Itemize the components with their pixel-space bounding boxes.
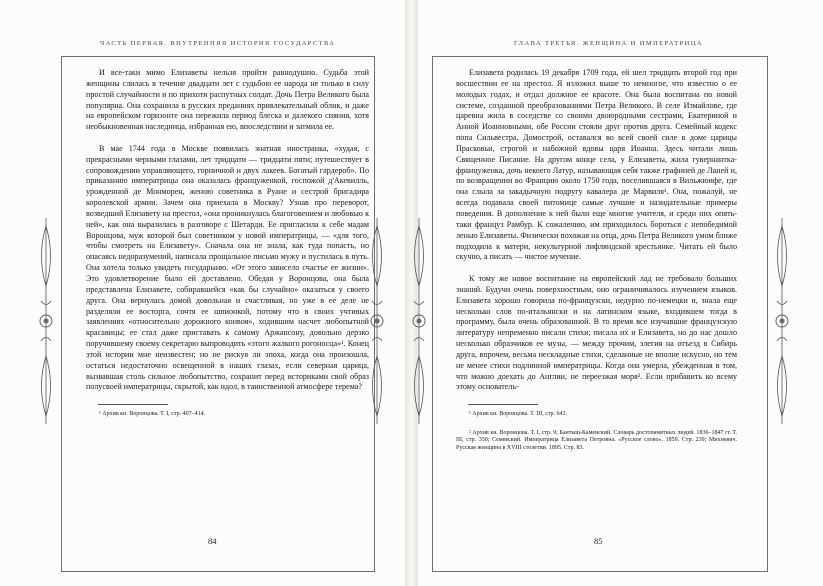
ornament-right	[368, 216, 386, 426]
paragraph: Елизавета родилась 19 декабря 1709 года, ей шел тридцать второй год при восшествии ее на престол. Я изложил выше то немногое, что известно о ее молодых годах, и отдал должное ее красоте. Она была воспитана по новой системе, созданной преобразованиями Петра Великого. В селе Измайлове, где царевна жила в соседстве со своими двоюродными сестрами, Екатериной и Анной Иоанновными, обе России стояли друг против друга. Семейный кодекс попа Сильвестра, Домострой, оставался во всей своей силе в доме царицы Прасковьи, строгой и набожной вдовы царя Иоанна. Здесь читали лишь Священное Писание. На другом конце села, у Елизаветы, жила гувернантка-француженка, дочь некоего Латур, называющая себя также графиней де Ланей и, по возвращении во Францию около 1750 года, поселившаяся в Вильжюифе, где она слыла за закадычную подругу кавалера де Марвиля¹. Она, пожалуй, не всегда подавала своей питомице самые лучшие и назидательные примеры поведения. В дополнение к ней были еще многие учителя, и среди них опять-таки француз Рамбур. К сожалению, им приходилось бороться с непобедимой ленью Елизаветы. Физически похожая на отца, дочь Петра Великого умом ближе подходила к матери, некультурной лифляндской крестьянке. Читать ей было скучно, а писать — чистое мучение.	[456, 68, 737, 262]
footnote: ¹ Архив кн. Воронцова. Т. III, стр. 643.	[469, 411, 568, 418]
running-head: ГЛАВА ТРЕТЬЯ. ЖЕНЩИНА И ИМПЕРАТРИЦА	[514, 40, 703, 47]
footnote-rule	[98, 404, 168, 405]
ornament-icon	[368, 216, 386, 426]
paragraph: В мае 1744 года в Москве появилась знатная иностранка, «худая, с прекрасными черными глазами, лет тридцати — тридцати пяти; путешествует в сопровождении управляющего, горничной и двух лакеев. Богатый гардероб». По приказанию императрицы она оказалась француженкой, госпожой д'Акевилль, урожденной де Монморен, женою советника в Руане и сестрой бригадира королевской армии. Зачем она приехала в Москву? Узнав про переворот, возведший Елизавету на престол, «она проникнулась благоговением и любовью к ней», как она выразилась в разговоре с Шетарди. Ее пригласила к себе мадам Воронцова, муж которой был советником у новой императрицы, — «для того, чтобы смотреть на Елизавету». Сначала она не знала, как туда попасть, но опасаясь недоразумений, написала прощальное письмо мужу и пустилась в путь. Она хотела только увидеть государыню. «От этого зависело счастье ее жизни». Это удовлетворение было ей доставлено. Обедая у Воронцова, она была представлена Елизавете, собиравшейся «как бы случайно» оказаться у своего друга. Она вернулась домой довольная и счастливая, но уже в ее деле не разделяли ее восторга, сочтя ее шпионкой, потому что в своих учтивых заявлениях «относительно дорожного конвоя», ходившим насчет любопытной красавицы; ее стал даже приставать к самому Аржансону, довольно дерзко поручившему своему секретарю выпроводить «этого жалкого рогоносца»¹. Конец этой истории мне неизвестен; но не рискуя ли эпоха, когда она произошла, остаться недостаточно освещенной в наших глазах, если северная царица, вызвавшая столь сильное любопытство, сохранит перед историками свой образ полусвоей императрицы, скрытой, как идол, в таинственной атмосфере терема?	[86, 143, 369, 392]
body-text	[456, 68, 737, 452]
page-number: 85	[594, 536, 603, 546]
page-number: 84	[208, 536, 217, 546]
ornament-icon	[773, 216, 791, 426]
right-page	[418, 0, 823, 586]
ornament-left	[410, 216, 428, 426]
ornament-left	[37, 216, 55, 426]
paragraph: И все-таки мимо Елизаветы нельзя пройти равнодушно. Судьба этой женщины слилась в течение двадцати лет с судьбою ее народа не только в силу простой случайности и по прихоти распутных солдат. Дочь Петра Великого была популярна. Она сохранила в русских преданиях привлекательный облик, и даже на европейском горизонте она пережила период блеска и далекого сияния, хотя необыкновенная наследница, избранная ею, впоследствии и затмила ее.	[86, 68, 369, 132]
footnote: ¹ Архив кн. Воронцова. Т. I, стр. 407–414.	[99, 411, 206, 418]
left-page	[0, 0, 405, 586]
ornament-right	[773, 216, 791, 426]
paragraph: К тому же новое воспитание на европейский лад не требовало больших знаний. Будучи очень поверхностным, оно ограничивалось изучением языков. Елизавета хорошо говорила по-французски, недурно по-немецки и, знала еще несколько слов по-итальянски и на латинском языке, входившем тогда в программу, была очень образованной. В то время все изучавшие французскую литературу непременно писали стихи; писала их и Елизавета, но до нас дошло несколько образчиков ее музы, — между прочим, элегия на отъезд в Сибирь друга, впрочем, весьма нескладные стихи, сделанные не вполне искусно, но тем не менее стихи подлинной императрицы. Когда она умерла, убежденная в том, что можно доехать до Англии, не переезжая моря². Если прибавить ко всему этому основатель-	[456, 273, 737, 392]
ornament-icon	[37, 216, 55, 426]
footnote: ² Архив кн. Воронцова. Т. I, стр. 9; Бантыш-Каменский. Словарь достопамятных людей. 1836–1847 гг. Т. III, стр. 350; Семевский. Императрица Елизавета Петровна. «Русское слово». 1859. Стр. 239; Михневич. Русская женщина в XVIII столетии. 1895. Стр. 83.	[456, 429, 737, 451]
running-head: ЧАСТЬ ПЕРВАЯ. ВНУТРЕННЯЯ ИСТОРИЯ ГОСУДАРСТВА	[100, 40, 336, 47]
ornament-icon	[410, 216, 428, 426]
footnote-rule	[468, 404, 538, 405]
body-text	[86, 68, 369, 419]
